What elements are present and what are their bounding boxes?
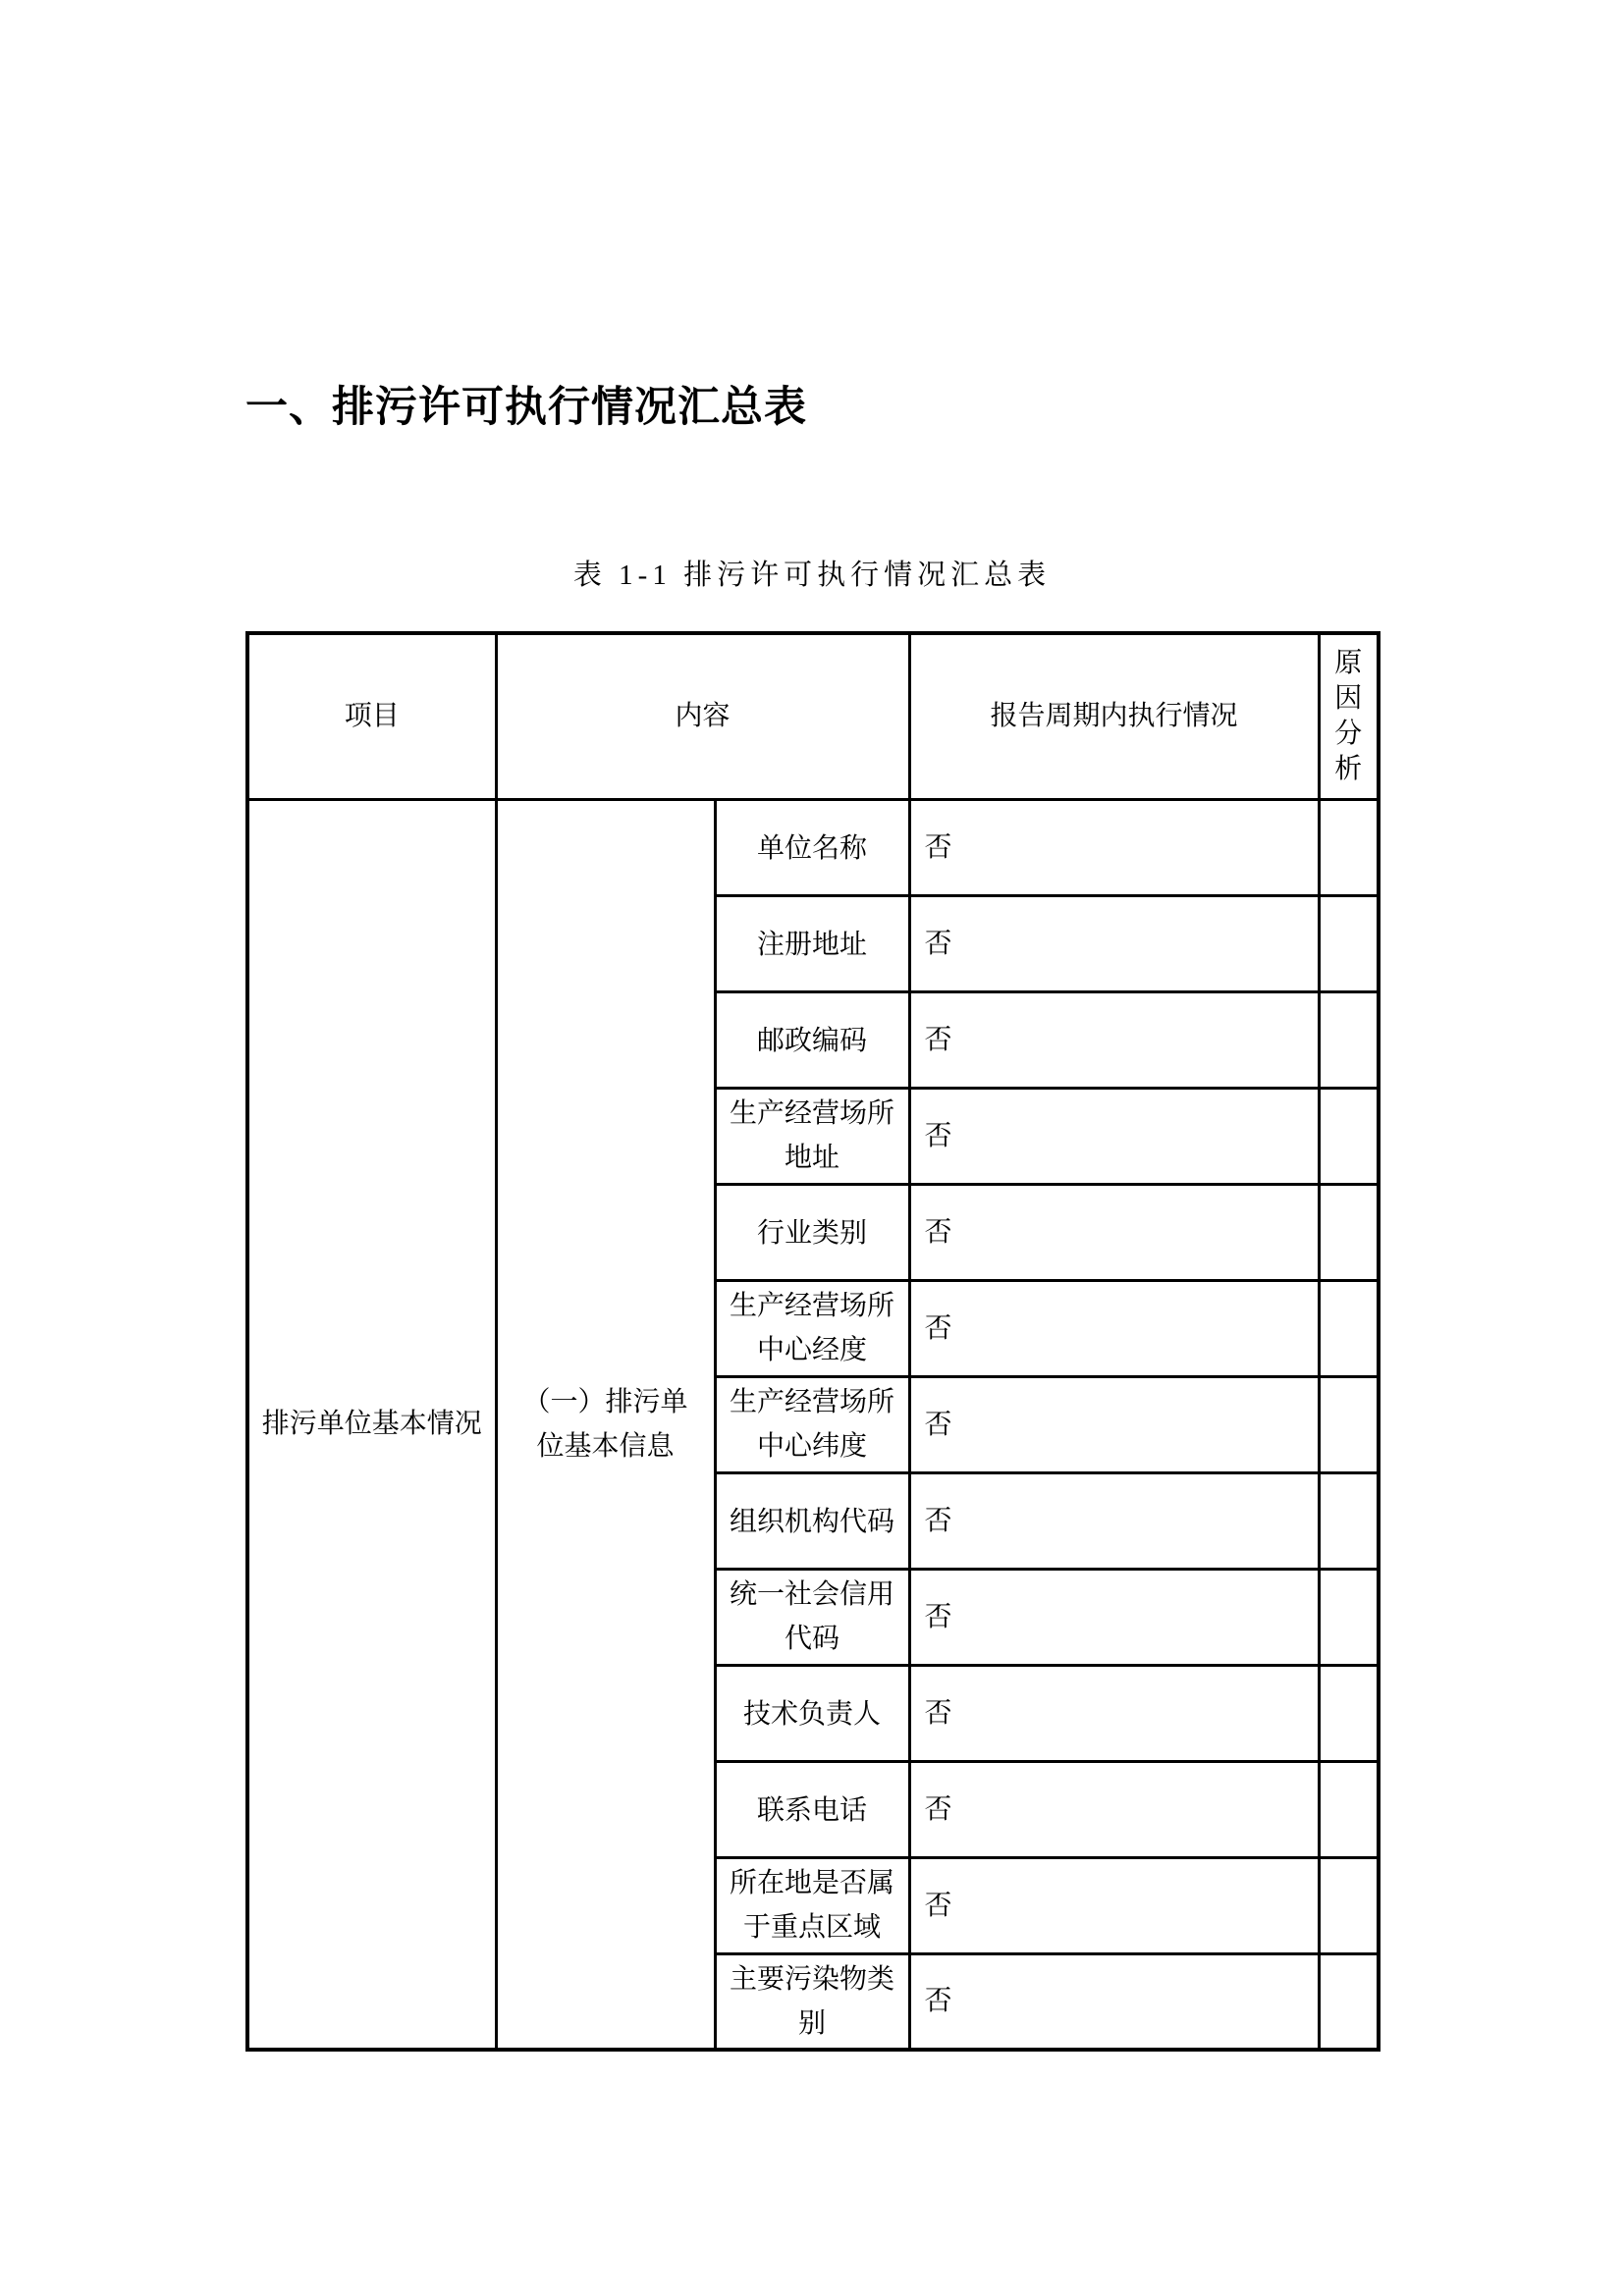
- row-execution-cell-text: 否: [924, 1986, 952, 2017]
- summary-table: [245, 631, 1380, 2052]
- row-label-cell-text: 生产经营场所中心经度: [729, 1291, 894, 1365]
- row-reason-cell: [1319, 1184, 1379, 1280]
- row-execution-cell: [909, 1376, 1319, 1472]
- row-execution-cell-text: 否: [924, 1601, 952, 1632]
- row-label-cell-text: 技术负责人: [742, 1698, 881, 1730]
- row-label-cell-text: 组织机构代码: [729, 1506, 894, 1537]
- header-item: 项目: [247, 633, 496, 799]
- row-execution-cell: [909, 1665, 1319, 1761]
- row-execution-cell-text: 否: [924, 1697, 952, 1729]
- row-execution-cell-text: 否: [924, 1409, 952, 1440]
- table-body: [247, 799, 1379, 2050]
- row-execution-cell: [909, 799, 1319, 895]
- table-caption: 表 1-1 排污许可执行情况汇总表: [572, 560, 1052, 591]
- row-label-cell: [715, 1088, 909, 1184]
- row-execution-cell: [909, 895, 1319, 991]
- section-heading: 一、排污许可执行情况汇总表: [245, 384, 807, 431]
- row-execution-cell-text: 否: [924, 1312, 952, 1344]
- row-reason-cell: [1319, 799, 1379, 895]
- row-label-cell: [715, 1665, 909, 1761]
- row-execution-cell-text: 否: [924, 928, 952, 959]
- row-execution-cell-text: 否: [924, 1024, 952, 1055]
- header-reason-text: 原因分析: [1334, 647, 1363, 784]
- row-label-cell-text: 注册地址: [756, 929, 867, 960]
- row-label-cell-text: 生产经营场所地址: [729, 1098, 894, 1173]
- row-label-cell: [715, 1857, 909, 1953]
- row-execution-cell: [909, 1280, 1319, 1376]
- row-label-cell: [715, 799, 909, 895]
- item-group-cell-text: 排污单位基本情况: [261, 1409, 482, 1440]
- row-label-cell-text: 联系电话: [756, 1794, 867, 1826]
- row-label-cell-text: 所在地是否属于重点区域: [729, 1868, 894, 1943]
- row-execution-cell: [909, 1953, 1319, 2050]
- row-execution-cell-text: 否: [924, 1120, 952, 1151]
- row-label-cell: [715, 895, 909, 991]
- table-header-row: [247, 633, 1379, 799]
- row-reason-cell: [1319, 1569, 1379, 1665]
- row-label-cell-text: 单位名称: [756, 832, 867, 864]
- header-reason: [1319, 633, 1379, 799]
- header-content: 内容: [496, 633, 909, 799]
- row-label-cell-text: 行业类别: [756, 1217, 867, 1249]
- row-label-cell: [715, 1280, 909, 1376]
- row-reason-cell: [1319, 1857, 1379, 1953]
- row-execution-cell: [909, 1184, 1319, 1280]
- row-execution-cell-text: 否: [924, 1890, 952, 1921]
- row-execution-cell: [909, 1472, 1319, 1569]
- item-group-cell: [247, 799, 496, 2050]
- row-reason-cell: [1319, 1953, 1379, 2050]
- content-group-cell: [496, 799, 715, 2050]
- row-label-cell: [715, 1472, 909, 1569]
- header-execution: 报告周期内执行情况: [909, 633, 1319, 799]
- row-label-cell-text: 统一社会信用代码: [729, 1579, 894, 1654]
- row-execution-cell-text: 否: [924, 1216, 952, 1248]
- row-execution-cell-text: 否: [924, 1793, 952, 1825]
- row-execution-cell: [909, 991, 1319, 1088]
- row-reason-cell: [1319, 1376, 1379, 1472]
- row-execution-cell: [909, 1569, 1319, 1665]
- row-reason-cell: [1319, 1761, 1379, 1857]
- row-reason-cell: [1319, 991, 1379, 1088]
- row-reason-cell: [1319, 1280, 1379, 1376]
- row-label-cell-text: 生产经营场所中心纬度: [729, 1387, 894, 1462]
- table-row: [247, 799, 1379, 895]
- row-reason-cell: [1319, 1472, 1379, 1569]
- row-label-cell: [715, 1569, 909, 1665]
- row-label-cell: [715, 1184, 909, 1280]
- row-reason-cell: [1319, 1665, 1379, 1761]
- row-execution-cell: [909, 1761, 1319, 1857]
- row-label-cell: [715, 1376, 909, 1472]
- row-label-cell-text: 主要污染物类别: [729, 1963, 894, 2039]
- row-label-cell: [715, 991, 909, 1088]
- row-label-cell: [715, 1761, 909, 1857]
- row-label-cell-text: 邮政编码: [756, 1025, 867, 1056]
- row-reason-cell: [1319, 895, 1379, 991]
- row-label-cell: [715, 1953, 909, 2050]
- row-execution-cell: [909, 1857, 1319, 1953]
- content-group-cell-text: （一）排污单位基本信息: [522, 1386, 688, 1462]
- row-execution-cell-text: 否: [924, 831, 952, 863]
- row-execution-cell: [909, 1088, 1319, 1184]
- row-execution-cell-text: 否: [924, 1505, 952, 1536]
- row-reason-cell: [1319, 1088, 1379, 1184]
